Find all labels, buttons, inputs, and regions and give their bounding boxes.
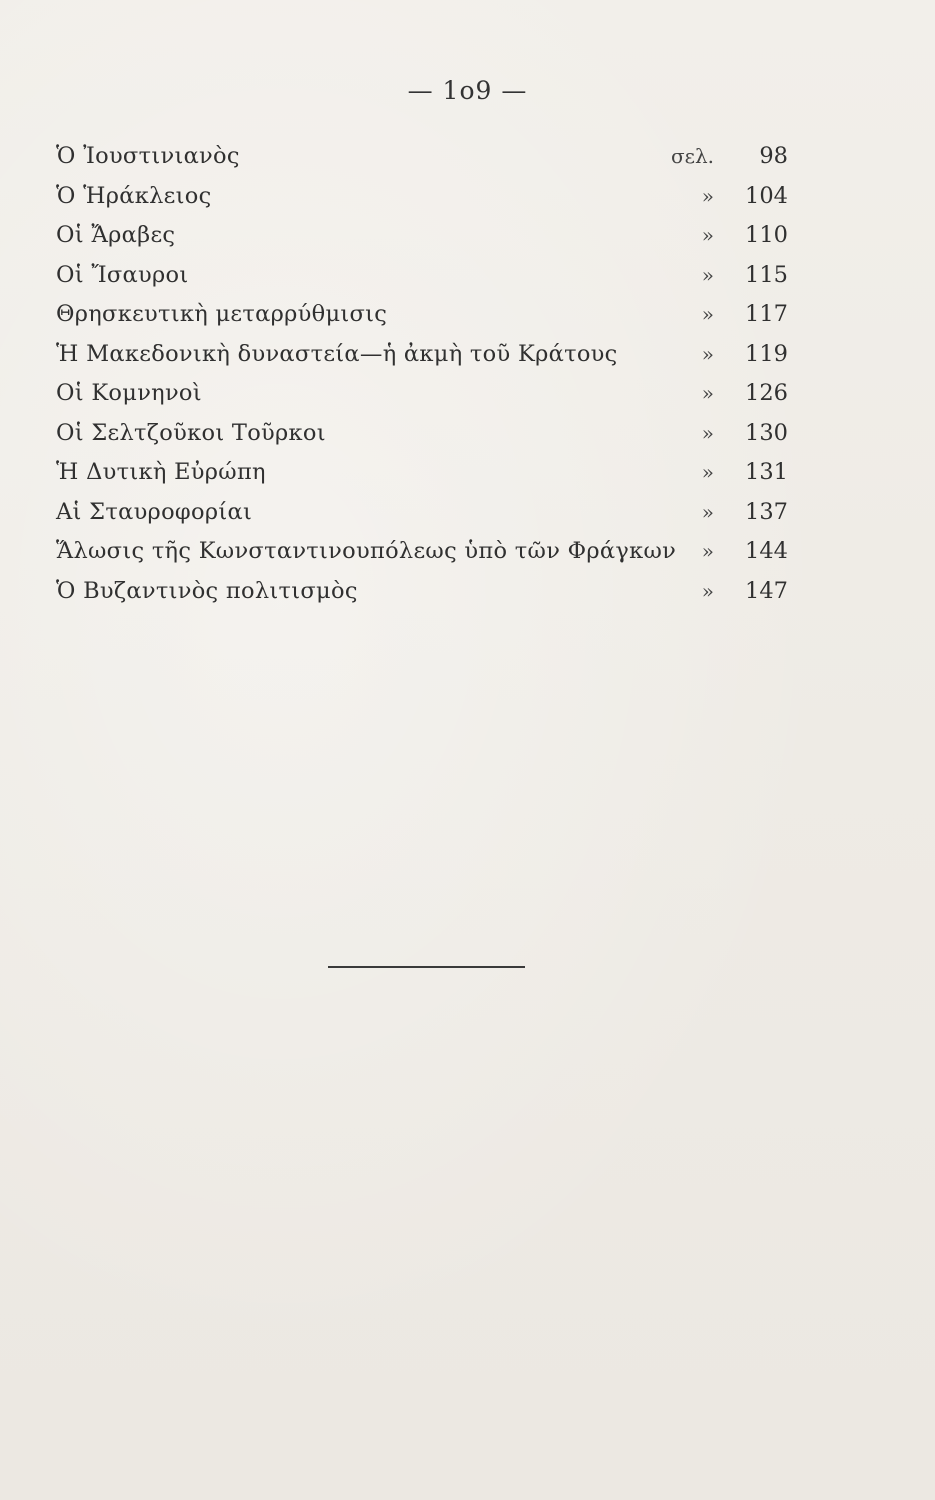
toc-entry-page-prefix: σελ. [670, 144, 714, 168]
toc-entry [56, 178, 792, 218]
toc-entry-page-number: 130 [745, 419, 788, 446]
toc-entry-page-number: 115 [745, 261, 788, 288]
toc-entry-page-number: 137 [745, 498, 788, 525]
toc-entry-title: Οἱ Ἄραβες [56, 222, 176, 248]
toc-entry-page-number: 98 [759, 143, 788, 169]
toc-entry [56, 573, 792, 613]
toc-entry [56, 494, 792, 534]
toc-entry-title: Οἱ Ἴσαυροι [56, 261, 189, 288]
toc-entry-page-number: 131 [745, 459, 788, 485]
toc-entry [56, 217, 792, 257]
toc-entry-title: Οἱ Κομνηνοὶ [56, 380, 202, 406]
table-of-contents [56, 138, 792, 612]
closing-rule-divider [328, 966, 525, 968]
toc-entry-title: Θρησκευτικὴ μεταρρύθμισις [56, 301, 388, 327]
page-number: — 1ο9 — [407, 76, 528, 105]
toc-entry-title: Ὁ Ἡράκλειος [56, 182, 212, 209]
toc-entry-page-prefix: » [701, 381, 714, 405]
toc-entry-page-prefix: » [701, 539, 714, 563]
toc-entry-title: Ὁ Ἰουστινιανὸς [56, 143, 240, 169]
toc-entry [56, 296, 792, 336]
toc-entry-title: Οἱ Σελτζοῦκοι Τοῦρκοι [56, 419, 326, 446]
toc-entry-page-prefix: » [701, 341, 714, 366]
toc-entry-title: Ἅλωσις τῆς Κωνσταντινουπόλεως ὑπὸ τῶν Φράγκων [56, 538, 677, 564]
toc-entry-page-number: 147 [745, 577, 788, 604]
toc-entry-page-prefix: » [701, 420, 714, 445]
toc-entry-page-number: 144 [745, 538, 788, 564]
toc-entry [56, 454, 792, 494]
toc-entry [56, 138, 792, 178]
toc-entry-page-prefix: » [701, 499, 714, 524]
toc-entry [56, 415, 792, 455]
toc-entry-title: Αἱ Σταυροφορίαι [56, 498, 253, 525]
toc-entry-page-prefix: » [701, 183, 714, 208]
toc-entry-title: Ἡ Δυτικὴ Εὐρώπη [56, 459, 266, 485]
toc-entry-page-number: 104 [745, 182, 788, 209]
toc-entry-page-number: 110 [745, 222, 788, 248]
toc-entry-title: Ἡ Μακεδονικὴ δυναστεία—ἡ ἀκμὴ τοῦ Κράτους [56, 340, 618, 367]
toc-entry-page-prefix: » [701, 262, 714, 287]
toc-entry-page-number: 126 [745, 380, 788, 406]
toc-entry-page-prefix: » [701, 223, 714, 247]
toc-entry [56, 257, 792, 297]
toc-entry [56, 533, 792, 573]
toc-entry-title: Ὁ Βυζαντινὸς πολιτισμὸς [56, 577, 358, 604]
toc-entry-page-prefix: » [701, 460, 714, 484]
toc-entry-page-prefix: » [701, 578, 714, 603]
toc-entry-page-number: 117 [745, 301, 788, 327]
toc-entry [56, 375, 792, 415]
toc-entry-page-number: 119 [745, 340, 788, 367]
toc-entry-page-prefix: » [701, 302, 714, 326]
toc-entry [56, 336, 792, 376]
